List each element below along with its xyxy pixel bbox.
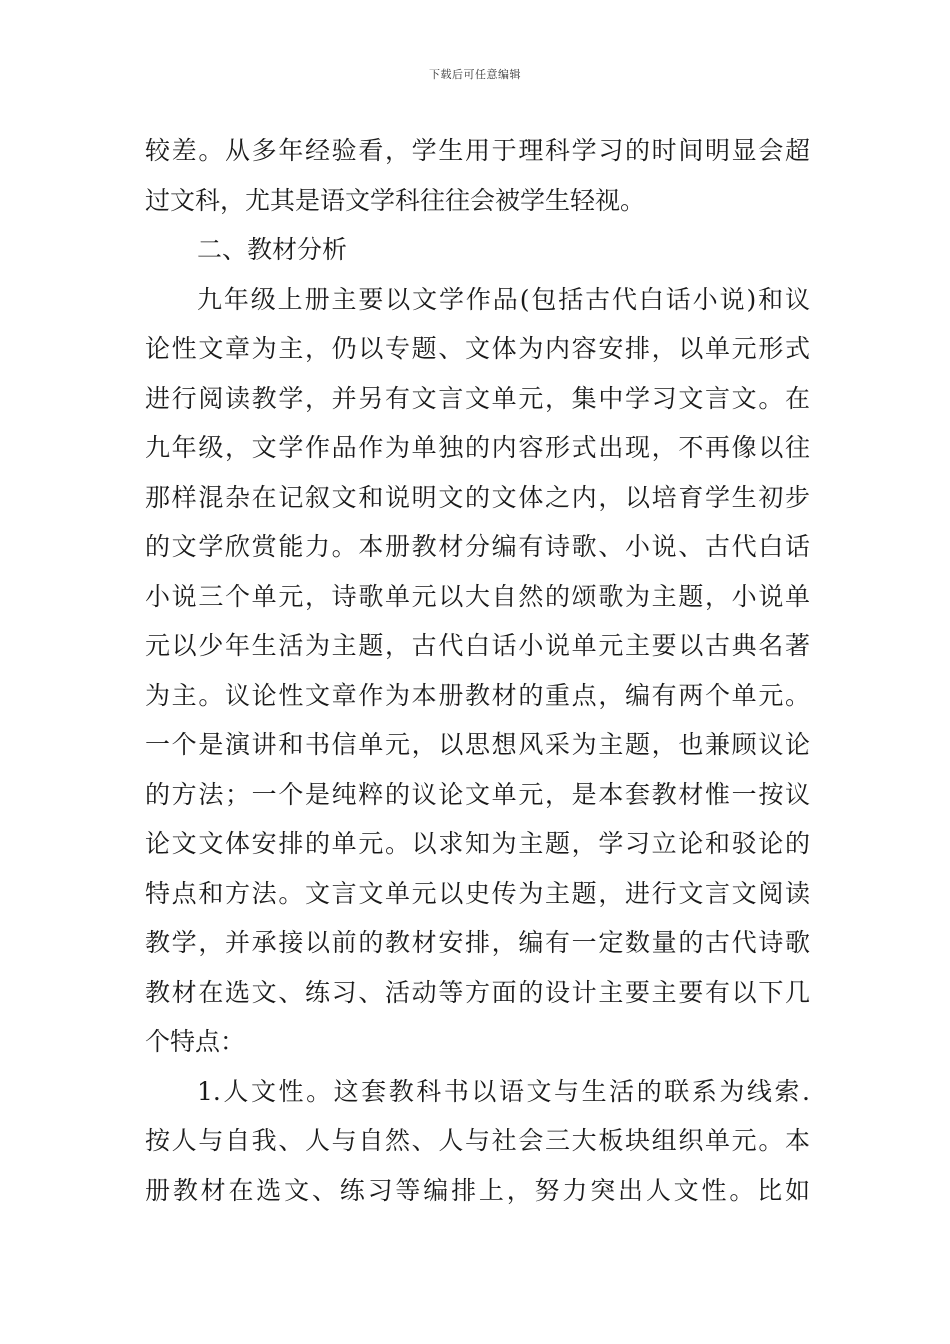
document-body xyxy=(145,126,810,1215)
text-line: 的方法；一个是纯粹的议论文单元，是本套教材惟一按议 xyxy=(145,779,810,809)
page-header: 下载后可任意编辑 xyxy=(429,68,521,81)
text-line: 论性文章为主，仍以专题、文体为内容安排，以单元形式 xyxy=(145,334,810,363)
text-line: 较差。从多年经验看，学生用于理科学习的时间明显会超 xyxy=(145,136,810,165)
text-line: 进行阅读教学，并另有文言文单元，集中学习文言文。在 xyxy=(145,383,810,413)
text-line: 论文文体安排的单元。以求知为主题，学习立论和驳论的 xyxy=(145,829,810,858)
text-line: 教学，并承接以前的教材安排，编有一定数量的古代诗歌 xyxy=(145,928,810,957)
text-line: 元以少年生活为主题，古代白话小说单元主要以古典名著 xyxy=(145,631,810,660)
text-line: 那样混杂在记叙文和说明文的文体之内，以培育学生初步 xyxy=(145,482,810,512)
text-line: 过文科，尤其是语文学科往往会被学生轻视。 xyxy=(145,185,646,215)
text-line: 为主。议论性文章作为本册教材的重点，编有两个单元。 xyxy=(145,680,810,710)
text-line: 按人与自我、人与自然、人与社会三大板块组织单元。本 xyxy=(145,1126,810,1155)
text-line: 特点和方法。文言文单元以史传为主题，进行文言文阅读 xyxy=(145,878,810,908)
section-heading: 二、教材分析 xyxy=(197,235,348,264)
text-line: 1.人文性。这套教科书以语文与生活的联系为线索. xyxy=(197,1076,810,1106)
text-line: 的文学欣赏能力。本册教材分编有诗歌、小说、古代白话 xyxy=(145,532,810,561)
text-line: 一个是演讲和书信单元，以思想风采为主题，也兼顾议论 xyxy=(145,730,810,759)
text-line: 个特点： xyxy=(145,1027,246,1056)
text-line: 九年级，文学作品作为单独的内容形式出现，不再像以往 xyxy=(145,433,810,462)
text-line: 小说三个单元，诗歌单元以大自然的颂歌为主题，小说单 xyxy=(145,581,810,611)
text-line: 教材在选文、练习、活动等方面的设计主要主要有以下几 xyxy=(145,977,810,1007)
text-line: 九年级上册主要以文学作品(包括古代白话小说)和议 xyxy=(197,284,810,314)
text-line: 册教材在选文、练习等编排上，努力突出人文性。比如 xyxy=(145,1175,810,1205)
